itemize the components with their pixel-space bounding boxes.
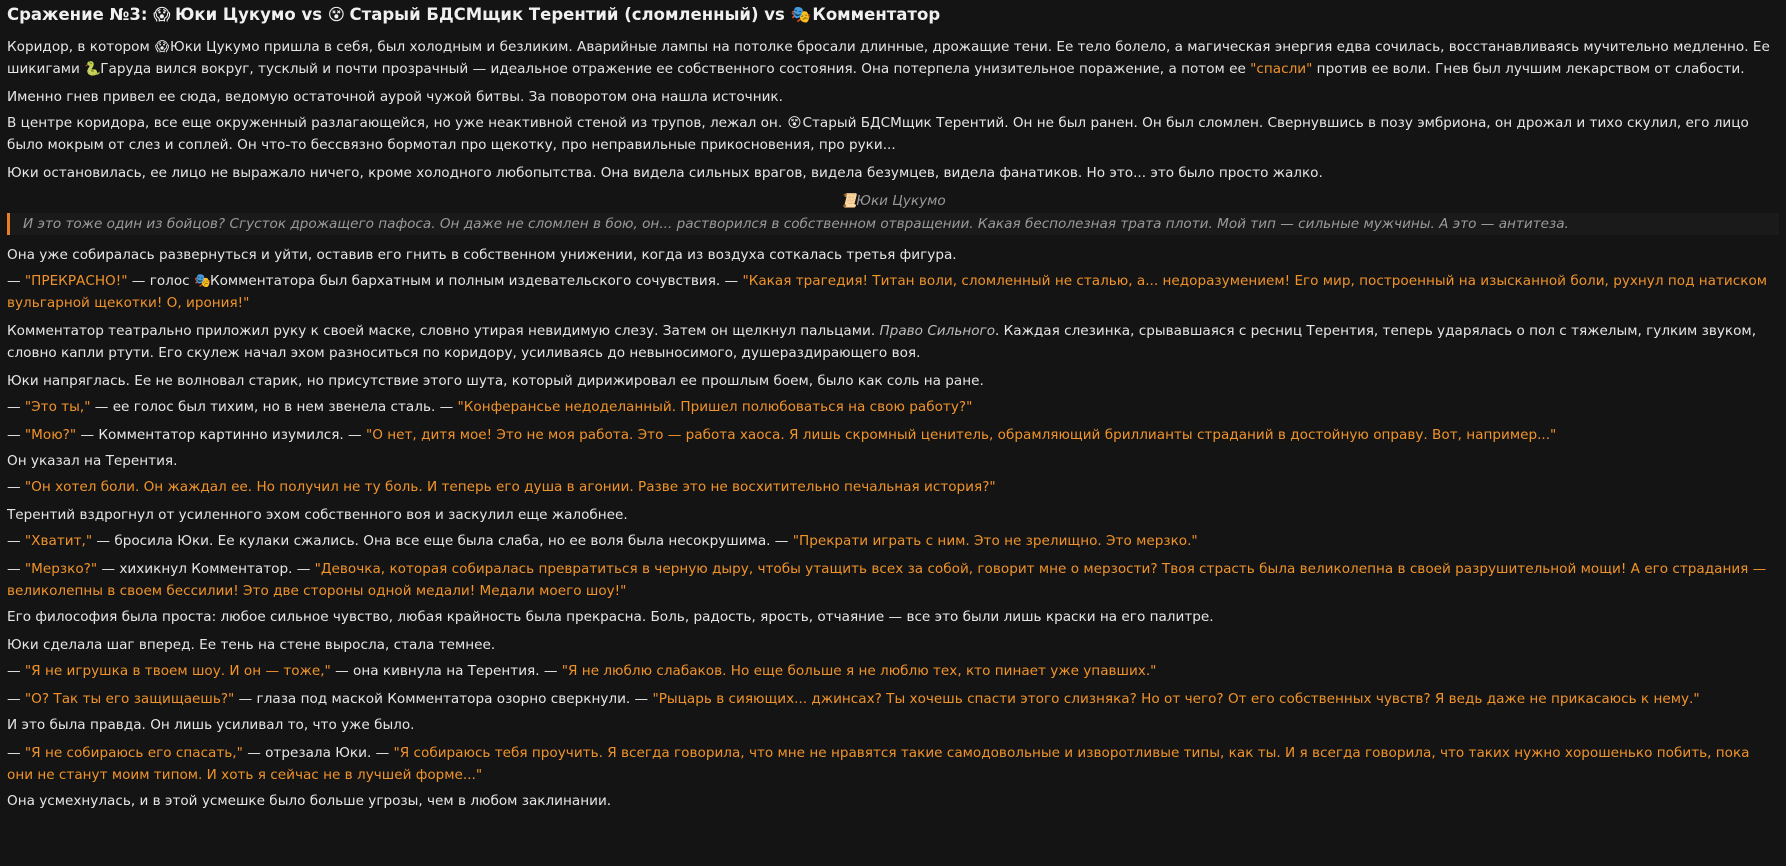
dash: — bbox=[7, 273, 25, 289]
paragraph-18 bbox=[7, 660, 1779, 682]
dash: — bbox=[7, 427, 25, 443]
dizzy-face-icon: 😵 bbox=[787, 115, 802, 131]
dialogue-quote: "Какая трагедия! Титан воли, сломленный не сталью, а... недоразумением! Его мир, построенный на изысканной боли, рухнул под натиском вульгарной щекотки! О, ирония!" bbox=[7, 273, 1768, 311]
paragraph-16: Его философия была проста: любое сильное чувство, любая крайность была прекрасна. Боль, радость, ярость, отчаяние — все это были лишь краски на его палитре. bbox=[7, 609, 1214, 625]
page-title bbox=[7, 2, 1779, 28]
p1-text-d: против ее воли. Гнев был лучшим лекарством от слабости. bbox=[1312, 61, 1745, 77]
narration: — голос bbox=[127, 273, 194, 289]
narration: — хихикнул Комментатор. — bbox=[97, 561, 315, 577]
dialogue-quote: "Мерзко?" bbox=[24, 561, 98, 577]
dialogue-quote: "Я собираюсь тебя проучить. Я всегда говорила, что мне не нравятся такие самодовольные и изворотливые типы, как ты. И я всегда говорила, что таких нужно хорошенько побить, пока они не станут моим типом. И хоть я сейчас не в лучшей форме..." bbox=[7, 745, 1750, 783]
scroll-icon: 📜 bbox=[840, 193, 858, 209]
dash: — bbox=[7, 663, 25, 679]
dialogue-quote: "ПРЕКРАСНО!" bbox=[24, 273, 128, 289]
title-fighter-1: Юки Цукумо vs bbox=[175, 5, 328, 24]
dialogue-quote: "Я не игрушка в твоем шоу. И он — тоже," bbox=[24, 663, 331, 679]
title-fighter-2: Старый БДСМщик Терентий (сломленный) vs bbox=[349, 5, 791, 24]
paragraph-3 bbox=[7, 112, 1779, 156]
paragraph-6 bbox=[7, 270, 1779, 314]
narration: . Каждая слезинка, срывавшаяся с ресниц Терентия, теперь ударялась о пол с тяжелым, гулким звуком, словно капли ртути. Его скулеж начал эхом разноситься по коридору, усиливаясь до невыносимого, душераздирающего воя. bbox=[7, 323, 1757, 361]
paragraph-1 bbox=[7, 36, 1779, 80]
narration: — глаза под маской Комментатора озорно сверкнули. — bbox=[234, 691, 653, 707]
dialogue-quote: "Я не люблю слабаков. Но еще больше я не люблю тех, кто пинает уже упавших." bbox=[561, 663, 1157, 679]
ability-name: Право Сильного bbox=[879, 323, 996, 339]
narration: — Комментатор картинно изумился. — bbox=[76, 427, 366, 443]
paragraph-9 bbox=[7, 396, 1779, 418]
p3-text-b: Старый БДСМщик Терентий. Он не был ранен. Он был сломлен. Свернувшись в позу эмбриона, он дрожал и тихо скулил, его лицо было мокрым от слез и соплей. Он что-то бессвязно бормотал про щекотку, про неправильные прикосновения, про руки... bbox=[7, 115, 1749, 153]
mask-icon: 🎭 bbox=[790, 5, 812, 24]
dialogue-quote: "Хватит," bbox=[24, 533, 93, 549]
dialogue-quote: "Девочка, которая собиралась превратиться в черную дыру, чтобы утащить всех за собой, говорит мне о мерзости? Твоя страсть была великолепна в своей разрушительной мощи! А его страдания — великолепны в своем бессилии! Это две стороны одной медали! Медали моего шоу!" bbox=[7, 561, 1767, 599]
dash: — bbox=[7, 691, 25, 707]
narration: — она кивнула на Терентия. — bbox=[330, 663, 562, 679]
scream-face-icon: 😱 bbox=[154, 39, 170, 55]
dizzy-face-icon: 😵 bbox=[327, 5, 345, 24]
narration: Комментатора был бархатным и полным издевательского сочувствия. — bbox=[209, 273, 743, 289]
paragraph-13: Терентий вздрогнул от усиленного эхом собственного воя и заскулил еще жалобнее. bbox=[7, 507, 628, 523]
quote-attribution bbox=[7, 190, 1779, 212]
narration: — бросила Юки. Ее кулаки сжались. Она все еще была слаба, но ее воля была несокрушима. — bbox=[92, 533, 793, 549]
quote-author: Юки Цукумо bbox=[856, 193, 946, 209]
p3-text-a: В центре коридора, все еще окруженный разлагающейся, но уже неактивной стеной из трупов, лежал он. bbox=[7, 115, 787, 131]
dialogue-quote: "Я не собираюсь его спасать," bbox=[24, 745, 243, 761]
paragraph-8: Юки напряглась. Ее не волновал старик, но присутствие этого шута, который дирижировал ее прошлым боем, было как соль на ране. bbox=[7, 373, 984, 389]
paragraph-22: Она усмехнулась, и в этой усмешке было больше угрозы, чем в любом заклинании. bbox=[7, 793, 612, 809]
dialogue-quote: "Рыцарь в сияющих... джинсах? Ты хочешь спасти этого слизняка? Но от чего? От его собственных чувств? Я ведь даже не прикасаюсь к нему." bbox=[652, 691, 1700, 707]
p1-text-c: Гаруда вился вокруг, тусклый и почти прозрачный — идеальное отражение ее собственного состояния. Она потерпела унизительное поражение, а потом ее bbox=[100, 61, 1251, 77]
dash: — bbox=[7, 533, 25, 549]
dialogue-quote: "Это ты," bbox=[24, 399, 91, 415]
narration: Комментатор театрально приложил руку к своей маске, словно утирая невидимую слезу. Затем он щелкнул пальцами. bbox=[7, 323, 880, 339]
paragraph-20: И это была правда. Он лишь усиливал то, что уже было. bbox=[7, 717, 415, 733]
snake-icon: 🐍 bbox=[84, 61, 102, 77]
dash: — bbox=[7, 745, 25, 761]
title-prefix: Сражение №3: bbox=[7, 5, 154, 24]
paragraph-11: Он указал на Терентия. bbox=[7, 453, 178, 469]
title-fighter-3: Комментатор bbox=[812, 5, 941, 24]
paragraph-21 bbox=[7, 742, 1779, 786]
p1-text-a: Коридор, в котором bbox=[7, 39, 155, 55]
scream-face-icon: 😱 bbox=[153, 5, 171, 24]
dialogue-quote: "Прекрати играть с ним. Это не зрелищно. Это мерзко." bbox=[792, 533, 1198, 549]
dialogue-quote: "О нет, дитя мое! Это не моя работа. Это — работа хаоса. Я лишь скромный ценитель, обрамляющий бриллианты страданий в достойную оправу. Вот, например..." bbox=[365, 427, 1557, 443]
paragraph-15 bbox=[7, 558, 1779, 602]
paragraph-10 bbox=[7, 424, 1779, 446]
paragraph-17: Юки сделала шаг вперед. Ее тень на стене выросла, стала темнее. bbox=[7, 637, 496, 653]
narration: — отрезала Юки. — bbox=[242, 745, 394, 761]
paragraph-7 bbox=[7, 320, 1779, 364]
paragraph-2: Именно гнев привел ее сюда, ведомую остаточной аурой чужой битвы. За поворотом она нашла источник. bbox=[7, 89, 783, 105]
dialogue-quote: "Мою?" bbox=[24, 427, 77, 443]
paragraph-12 bbox=[7, 476, 1779, 498]
paragraph-14 bbox=[7, 530, 1779, 552]
mask-icon: 🎭 bbox=[193, 273, 211, 289]
dash: — bbox=[7, 479, 25, 495]
p1-quote: "спасли" bbox=[1250, 61, 1313, 77]
p1-text-b: Юки Цукумо пришла в себя, был холодным и безликим. Аварийные лампы на потолке бросали длинные, дрожащие тени. Ее тело болело, а магическая энергия едва сочилась, восстанавливаясь мучительно медленно. Ее шикигами bbox=[7, 39, 1770, 77]
paragraph-5: Она уже собиралась развернуться и уйти, оставив его гнить в собственном унижении, когда из воздуха соткалась третья фигура. bbox=[7, 247, 957, 263]
dash: — bbox=[7, 561, 25, 577]
dialogue-quote: "Конферансье недоделанный. Пришел полюбоваться на свою работу?" bbox=[457, 399, 973, 415]
dialogue-quote: "Он хотел боли. Он жаждал ее. Но получил не ту боль. И теперь его душа в агонии. Разве это не восхитительно печальная история?" bbox=[24, 479, 996, 495]
narration: — ее голос был тихим, но в нем звенела сталь. — bbox=[90, 399, 458, 415]
dialogue-quote: "О? Так ты его защищаешь?" bbox=[24, 691, 235, 707]
blockquote: И это тоже один из бойцов? Сгусток дрожащего пафоса. Он даже не сломлен в бою, он... растворился в собственном отвращении. Какая бесполезная трата плоти. Мой тип — сильные мужчины. А это — антитеза. bbox=[7, 213, 1779, 235]
dash: — bbox=[7, 399, 25, 415]
paragraph-19 bbox=[7, 688, 1779, 710]
paragraph-4: Юки остановилась, ее лицо не выражало ничего, кроме холодного любопытства. Она видела сильных врагов, видела безумцев, видела фанатиков. Но это... это было просто жалко. bbox=[7, 165, 1323, 181]
